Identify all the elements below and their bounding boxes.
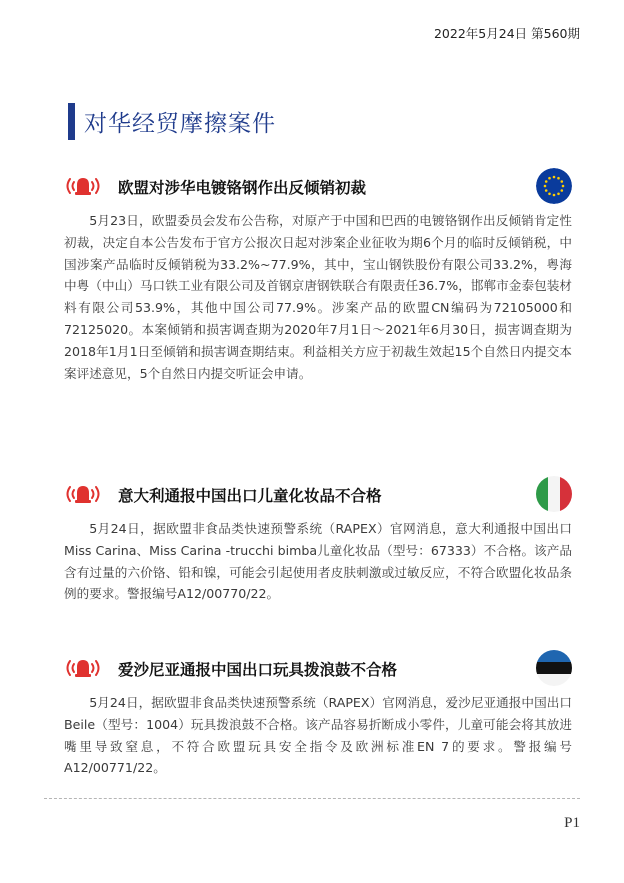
case-item	[62, 650, 572, 779]
section-header	[68, 103, 276, 140]
case-item	[62, 168, 572, 384]
eu-flag-icon	[536, 168, 572, 204]
footer-divider	[44, 798, 580, 799]
issue-date: 2022年5月24日 第560期	[433, 26, 580, 41]
case-title: 欧盟对涉华电镀铬钢作出反倾销初裁	[118, 179, 367, 197]
case-header	[62, 168, 572, 204]
italy-flag-icon	[536, 476, 572, 512]
case-header	[62, 476, 572, 512]
alarm-bell-icon	[62, 173, 104, 199]
case-item	[62, 476, 572, 605]
alarm-bell-icon	[62, 655, 104, 681]
estonia-flag-icon	[536, 650, 572, 686]
case-body: 5月24日，据欧盟非食品类快速预警系统（RAPEX）官网消息，意大利通报中国出口Miss Carina、Miss Carina -trucchi bimba儿童化妆品（型号：67333）不合格。该产品含有过量的六价铬、铅和镍，可能会引起使用者皮肤刺激或过敏反应，不符合欧盟化妆品条例的要求。警报编号A12/00770/22。	[64, 521, 572, 602]
page-number: P1	[564, 815, 580, 831]
case-header	[62, 650, 572, 686]
alarm-bell-icon	[62, 481, 104, 507]
section-title: 对华经贸摩擦案件	[84, 111, 276, 137]
section-accent-bar	[68, 103, 75, 140]
case-title: 意大利通报中国出口儿童化妆品不合格	[118, 487, 382, 505]
case-body: 5月23日，欧盟委员会发布公告称，对原产于中国和巴西的电镀铬钢作出反倾销肯定性初裁，决定自本公告发布于官方公报次日起对涉案企业征收为期6个月的临时反倾销税，中国涉案产品临时反倾销税为33.2%~77.9%，其中，宝山钢铁股份有限公司33.2%，粤海中粤（中山）马口铁工业有限公司及首钢京唐钢铁联合有限责任36.7%，邯郸市金泰包装材料有限公司53.9%，其他中国公司77.9%。涉案产品的欧盟CN编码为72105000和72125020。本案倾销和损害调查期为2020年7月1日～2021年6月30日，损害调查期为2018年1月1日至倾销和损害调查期结束。利益相关方应于初裁生效起15个自然日内提交本案评述意见，5个自然日内提交听证会申请。	[64, 213, 572, 381]
case-title: 爱沙尼亚通报中国出口玩具拨浪鼓不合格	[118, 661, 398, 679]
case-body: 5月24日，据欧盟非食品类快速预警系统（RAPEX）官网消息，爱沙尼亚通报中国出口Beile（型号：1004）玩具拨浪鼓不合格。该产品容易折断成小零件，儿童可能会将其放进嘴里导致窒息，不符合欧盟玩具安全指令及欧洲标准EN 7的要求。警报编号A12/00771/22。	[64, 695, 572, 776]
